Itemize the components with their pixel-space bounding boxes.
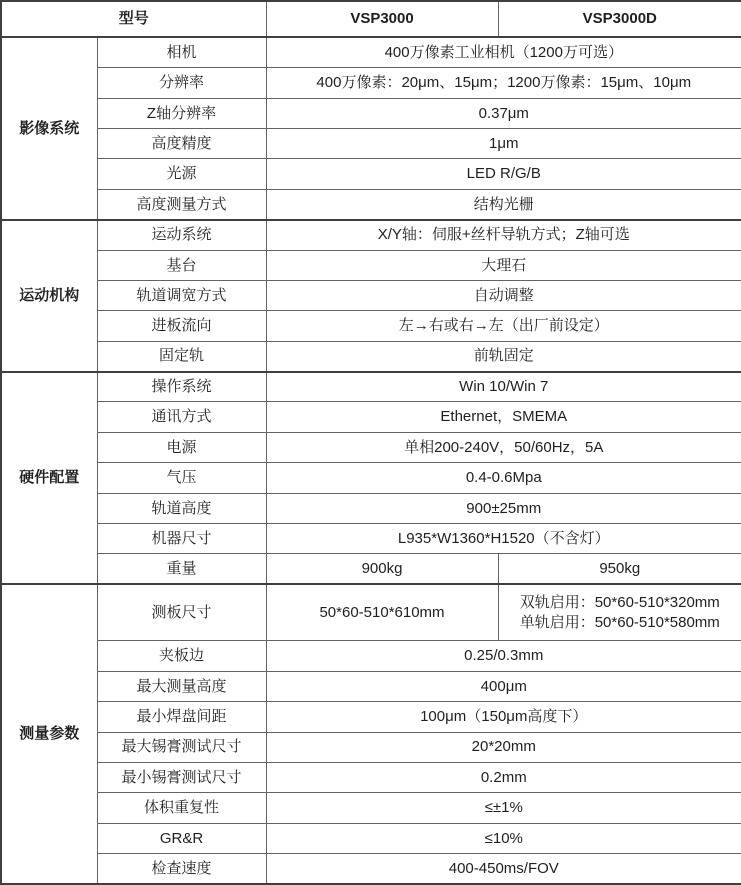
table-row xyxy=(1,823,741,853)
table-row xyxy=(1,493,741,523)
row-label-cell: Z轴分辨率 xyxy=(97,98,266,128)
row-value-model-b-cell xyxy=(498,584,741,641)
table-row xyxy=(1,37,741,67)
row-value-cell: 0.4-0.6Mpa xyxy=(266,463,741,493)
table-row xyxy=(1,762,741,792)
table-row xyxy=(1,129,741,159)
row-label-cell: 最小锡膏测试尺寸 xyxy=(97,762,266,792)
row-value-cell: 0.37μm xyxy=(266,98,741,128)
row-label-cell: 电源 xyxy=(97,432,266,462)
model-b-header-cell: VSP3000D xyxy=(498,1,741,37)
row-value-cell: Win 10/Win 7 xyxy=(266,372,741,402)
row-label-cell: 通讯方式 xyxy=(97,402,266,432)
section-label-measurement: 测量参数 xyxy=(1,584,97,884)
row-value-cell: L935*W1360*H1520（不含灯） xyxy=(266,523,741,553)
table-row xyxy=(1,341,741,371)
table-row xyxy=(1,159,741,189)
row-label-cell: 夹板边 xyxy=(97,641,266,671)
row-value-cell: 400μm xyxy=(266,671,741,701)
row-label-cell: 操作系统 xyxy=(97,372,266,402)
table-header-row xyxy=(1,1,741,37)
section-label-imaging: 影像系统 xyxy=(1,37,97,219)
row-label-cell: GR&R xyxy=(97,823,266,853)
table-row xyxy=(1,523,741,553)
row-value-cell: 单相200-240V，50/60Hz，5A xyxy=(266,432,741,462)
table-row xyxy=(1,671,741,701)
table-row xyxy=(1,98,741,128)
row-value-cell: Ethernet，SMEMA xyxy=(266,402,741,432)
row-value-cell: 900±25mm xyxy=(266,493,741,523)
table-row xyxy=(1,584,741,641)
single-rail-value: 单轨启用：50*60-510*580mm xyxy=(519,613,720,631)
row-label-cell: 基台 xyxy=(97,250,266,280)
row-label-cell: 光源 xyxy=(97,159,266,189)
model-a-header-cell: VSP3000 xyxy=(266,1,498,37)
row-value-cell: 结构光栅 xyxy=(266,189,741,219)
table-row xyxy=(1,702,741,732)
table-row xyxy=(1,793,741,823)
table-row xyxy=(1,732,741,762)
row-value-cell: 400万像素工业相机（1200万可选） xyxy=(266,37,741,67)
row-label-cell: 轨道高度 xyxy=(97,493,266,523)
row-label-cell: 高度精度 xyxy=(97,129,266,159)
row-label-cell: 进板流向 xyxy=(97,311,266,341)
row-label-cell: 检查速度 xyxy=(97,854,266,884)
row-value-cell: 前轨固定 xyxy=(266,341,741,371)
row-value-cell: 20*20mm xyxy=(266,732,741,762)
table-row xyxy=(1,280,741,310)
row-value-cell: ≤10% xyxy=(266,823,741,853)
row-value-cell: X/Y轴：伺服+丝杆导轨方式；Z轴可选 xyxy=(266,220,741,250)
row-value-cell: 0.25/0.3mm xyxy=(266,641,741,671)
row-value-cell: 400-450ms/FOV xyxy=(266,854,741,884)
row-label-cell: 固定轨 xyxy=(97,341,266,371)
row-value-cell: 0.2mm xyxy=(266,762,741,792)
table-row xyxy=(1,554,741,584)
row-label-cell: 分辨率 xyxy=(97,68,266,98)
row-value-cell: ≤±1% xyxy=(266,793,741,823)
table-row xyxy=(1,402,741,432)
table-row xyxy=(1,432,741,462)
table-row xyxy=(1,250,741,280)
row-label-cell: 最大测量高度 xyxy=(97,671,266,701)
section-label-hardware: 硬件配置 xyxy=(1,372,97,585)
row-value-cell: 自动调整 xyxy=(266,280,741,310)
row-value-cell: 100μm（150μm高度下） xyxy=(266,702,741,732)
row-label-cell: 运动系统 xyxy=(97,220,266,250)
row-value-cell: 大理石 xyxy=(266,250,741,280)
row-label-cell: 重量 xyxy=(97,554,266,584)
row-label-cell: 最大锡膏测试尺寸 xyxy=(97,732,266,762)
table-row xyxy=(1,463,741,493)
row-label-cell: 轨道调宽方式 xyxy=(97,280,266,310)
section-label-motion: 运动机构 xyxy=(1,220,97,372)
table-row xyxy=(1,220,741,250)
row-label-cell: 机器尺寸 xyxy=(97,523,266,553)
row-label-cell: 测板尺寸 xyxy=(97,584,266,641)
table-row xyxy=(1,372,741,402)
row-value-cell: 400万像素：20μm、15μm；1200万像素：15μm、10μm xyxy=(266,68,741,98)
row-label-cell: 最小焊盘间距 xyxy=(97,702,266,732)
model-header-cell: 型号 xyxy=(1,1,266,37)
row-label-cell: 气压 xyxy=(97,463,266,493)
row-value-cell: 1μm xyxy=(266,129,741,159)
table-row xyxy=(1,854,741,884)
table-row xyxy=(1,311,741,341)
row-value-cell: LED R/G/B xyxy=(266,159,741,189)
row-label-cell: 高度测量方式 xyxy=(97,189,266,219)
row-value-model-b-cell: 950kg xyxy=(498,554,741,584)
table-row xyxy=(1,68,741,98)
table-row xyxy=(1,641,741,671)
row-value-cell: 左→右或右→左（出厂前设定） xyxy=(266,311,741,341)
row-value-model-a-cell: 50*60-510*610mm xyxy=(266,584,498,641)
table-row xyxy=(1,189,741,219)
row-label-cell: 相机 xyxy=(97,37,266,67)
row-value-model-a-cell: 900kg xyxy=(266,554,498,584)
row-label-cell: 体积重复性 xyxy=(97,793,266,823)
dual-rail-value: 双轨启用：50*60-510*320mm xyxy=(519,594,720,612)
